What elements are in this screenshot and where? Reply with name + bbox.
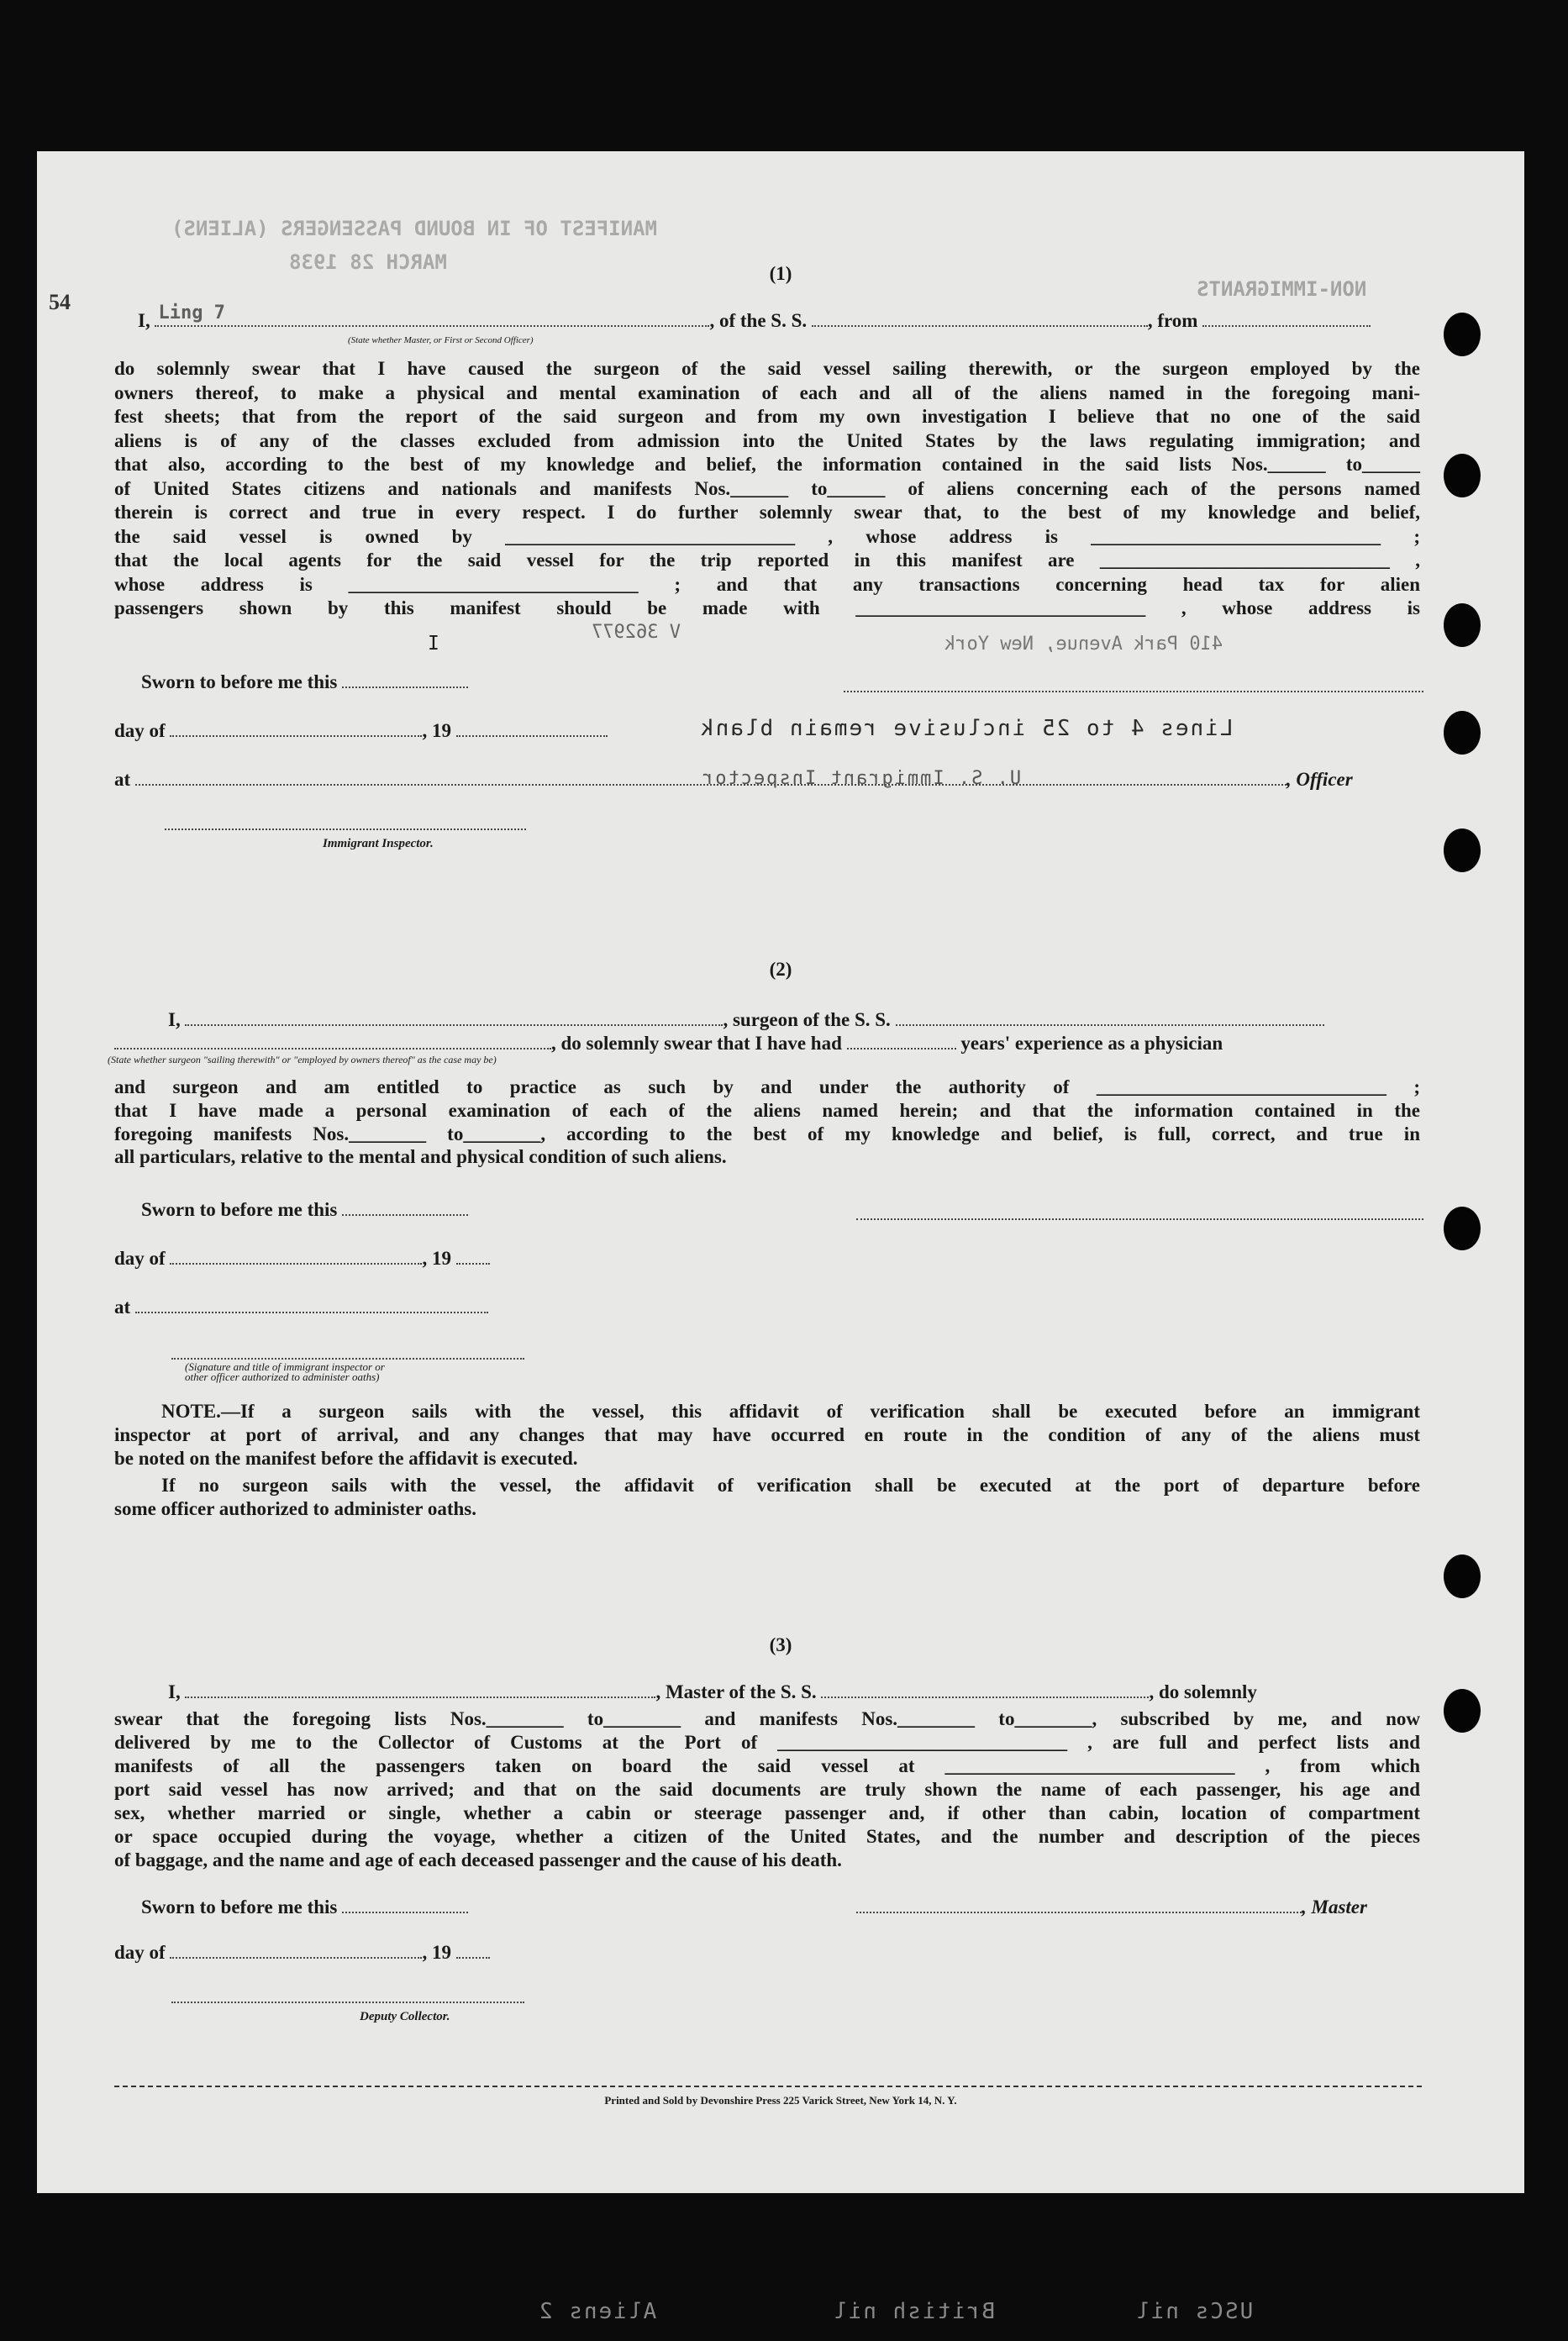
section1-line1-note: (State whether Master, or First or Second Officer)	[348, 335, 534, 345]
sworn-label: Sworn to before me this	[141, 671, 338, 692]
body-line: or space occupied during the voyage, whether a citizen of the United States, and the number and description of the pieces	[114, 1826, 1420, 1847]
deputy-collector-label: Deputy Collector.	[360, 2010, 450, 2023]
section2-at	[114, 1296, 488, 1319]
body-line: do solemnly swear that I have caused the surgeon of the said vessel sailing therewith, or the surgeon employed by the	[114, 358, 1420, 379]
section2-line1-pre: I,	[168, 1009, 181, 1030]
body-line: that also, according to the best of my knowledge and belief, the information contained in the said lists Nos.______ to______	[114, 454, 1420, 475]
section1-dayof	[114, 719, 608, 743]
at-label: at	[114, 1297, 131, 1318]
day-of-blank[interactable]	[170, 1942, 422, 1959]
body-line: therein is correct and true in every respect. I do further solemnly swear that, to the best of my knowledge and belief,	[114, 502, 1420, 523]
master-signature-blank[interactable]	[856, 1896, 1302, 1913]
section2-sworn	[141, 1198, 468, 1222]
body-line: that the local agents for the said vessel for the trip reported in this manifest are ______________________________ ,	[114, 550, 1420, 571]
authorized-signature-line	[171, 1358, 524, 1360]
section1-roman: I	[428, 633, 439, 655]
section1-line1-end: , from	[1147, 310, 1198, 331]
note-line-2: inspector at port of arrival, and any changes that may have occurred en route in the condition of any of the aliens must	[114, 1424, 1420, 1445]
body-line: fest sheets; that from the report of the said surgeon and from my own investigation I believe that no one of the said	[114, 406, 1420, 427]
surgeon-name-blank[interactable]	[185, 1009, 723, 1026]
year-label: , 19	[422, 1248, 451, 1269]
immigrant-inspector-label: Immigrant Inspector.	[323, 837, 434, 850]
master-name-blank[interactable]	[155, 302, 709, 327]
printer-credit: Printed and Sold by Devonshire Press 225 Varick Street, New York 14, N. Y.	[604, 2094, 957, 2107]
section1-number: (1)	[769, 263, 792, 284]
section3-number: (3)	[769, 1634, 792, 1655]
section3-line1	[168, 1681, 1257, 1704]
section3-sworn	[141, 1896, 468, 1919]
sig-note-1: (Signature and title of immigrant inspector or	[185, 1360, 385, 1373]
year-label: , 19	[422, 720, 451, 741]
day-of-blank[interactable]	[170, 720, 422, 737]
section3-line1-mid: , Master of the S. S.	[655, 1681, 817, 1702]
year-blank[interactable]	[456, 1942, 490, 1959]
body-line: whose address is ______________________________ ; and that any transactions concerning head tax for alien	[114, 573, 1420, 595]
section3-dayof	[114, 1941, 490, 1965]
body-line: aliens is of any of the classes excluded from admission into the United States by the laws regulating immigration; and	[114, 429, 1420, 451]
note-line-1	[161, 1400, 1420, 1423]
section3-line1-pre: I,	[168, 1681, 181, 1702]
binder-hole	[1444, 829, 1481, 872]
sworn-date-blank[interactable]	[342, 671, 468, 688]
note2-line-1: If no surgeon sails with the vessel, the affidavit of verification shall be executed at the port of departure before	[161, 1475, 1420, 1496]
section1-sworn	[141, 671, 468, 694]
binder-hole	[1444, 454, 1481, 497]
note2-last: some officer authorized to administer oaths.	[114, 1498, 476, 1519]
day-of-blank[interactable]	[170, 1248, 422, 1265]
section2-last-line: all particulars, relative to the mental and physical condition of such aliens.	[114, 1146, 727, 1167]
master-vessel-blank[interactable]	[821, 1681, 1149, 1698]
section1-line1-mid: , of the S. S.	[709, 310, 808, 331]
surgeon-vessel-blank[interactable]	[896, 1009, 1324, 1026]
handwritten-rank: Ling 7	[158, 302, 225, 324]
handwritten-note-lines-blank: Lines 4 to 25 inclusive remain blank	[699, 716, 1234, 741]
year-blank[interactable]	[456, 720, 608, 737]
ghost-header-line3: NON-IMMIGRANTS	[1197, 277, 1367, 301]
sworn-label: Sworn to before me this	[141, 1199, 338, 1220]
body-line: the said vessel is owned by ______________________________ , whose address is ______________________________ ;	[114, 525, 1420, 547]
body-line: foregoing manifests Nos.________ to________, according to the best of my knowledge and belief, is full, correct, and true in	[114, 1123, 1420, 1144]
section2-line2	[114, 1032, 1223, 1055]
at-label: at	[114, 769, 131, 790]
day-of-label: day of	[114, 1248, 166, 1269]
bleed-aliens: Aliens 2	[538, 2299, 657, 2324]
section2-number: (2)	[769, 959, 792, 980]
officer-label: , Officer	[1286, 769, 1353, 790]
bleed-british: British nil	[832, 2299, 996, 2324]
vessel-name-blank[interactable]	[812, 310, 1148, 327]
section2-line1-end: , surgeon of the S. S.	[723, 1009, 891, 1030]
body-line: delivered by me to the Collector of Customs at the Port of ______________________________ , are full and perfect lists and	[114, 1732, 1420, 1753]
section3-last-line: of baggage, and the name and age of each deceased passenger and the cause of his death.	[114, 1849, 842, 1870]
binder-hole	[1444, 711, 1481, 755]
section1-line1	[138, 302, 1371, 333]
ghost-header-line1: MANIFEST OF IN BOUND PASSENGERS (ALIENS)	[171, 217, 657, 240]
body-line: owners thereof, to make a physical and mental examination of each and all of the aliens named in the foregoing mani-	[114, 381, 1420, 403]
at-place-blank[interactable]	[135, 1297, 488, 1313]
body-line: and surgeon and am entitled to practice as such by and under the authority of ______________________________ ;	[114, 1076, 1420, 1097]
section2-line2-mid: , do solemnly swear that I have had	[551, 1033, 842, 1054]
body-line: manifests of all the passengers taken on board the said vessel at ______________________________ , from which	[114, 1755, 1420, 1776]
handwritten-number: V 362977	[592, 622, 681, 643]
binder-hole	[1444, 1555, 1481, 1598]
master-name-blank[interactable]	[185, 1681, 655, 1698]
bleed-uscs: USCs nil	[1134, 2299, 1254, 2324]
years-experience-blank[interactable]	[847, 1033, 956, 1050]
manifest-sheet	[37, 151, 1524, 2193]
note-text-1: —If a surgeon sails with the vessel, this affidavit of verification shall be executed before an immigrant	[220, 1401, 1420, 1422]
sworn-label: Sworn to before me this	[141, 1896, 338, 1918]
body-line: port said vessel has now arrived; and that on the said documents are truly shown the name of each passenger, his age and	[114, 1779, 1420, 1800]
body-line: of United States citizens and nationals and manifests Nos.______ to______ of aliens concerning each of the persons named	[114, 477, 1420, 499]
body-line: sex, whether married or single, whether a cabin or steerage passenger and, if other than cabin, location of compartment	[114, 1802, 1420, 1823]
binder-hole	[1444, 1689, 1481, 1733]
note-last: be noted on the manifest before the affidavit is executed.	[114, 1448, 578, 1469]
section1-line1-pre: I,	[138, 310, 150, 331]
day-of-label: day of	[114, 720, 166, 741]
year-blank[interactable]	[456, 1248, 490, 1265]
binder-hole	[1444, 1207, 1481, 1250]
surgeon-signature-line	[856, 1218, 1423, 1220]
officer-signature-line-upper	[844, 691, 1423, 692]
handwritten-note-inspector: U. S. Immigrant Inspector	[701, 768, 1022, 789]
binder-hole	[1444, 603, 1481, 647]
body-line: passengers shown by this manifest should be made with ______________________________ , whose address is	[114, 597, 1420, 618]
sworn-date-blank[interactable]	[342, 1199, 468, 1216]
body-line: that I have made a personal examination of each of the aliens named herein; and that the information contained in the	[114, 1100, 1420, 1121]
collector-signature-line	[171, 2002, 524, 2003]
binder-hole	[1444, 313, 1481, 356]
section2-line2-note: (State whether surgeon "sailing therewith" or "employed by owners thereof" as the case may be)	[108, 1054, 497, 1065]
section2-line2-end: years' experience as a physician	[960, 1033, 1223, 1054]
sig-note-2: other officer authorized to administer oaths)	[185, 1370, 380, 1383]
footer-rule	[114, 2086, 1422, 2087]
section2-line1	[168, 1008, 1324, 1032]
inspector-signature-line	[165, 829, 526, 830]
day-of-label: day of	[114, 1942, 166, 1963]
handwritten-address: 410 Park Avenue, New York	[944, 634, 1223, 655]
note-label: NOTE.	[161, 1401, 221, 1422]
body-line: swear that the foregoing lists Nos.________ to________ and manifests Nos.________ to________, subscribed by me, and now	[114, 1708, 1420, 1729]
section2-dayof	[114, 1247, 490, 1270]
page-number: 54	[49, 290, 71, 314]
surgeon-status-blank[interactable]	[114, 1033, 551, 1050]
ghost-header-line2: MARCH 28 1938	[289, 250, 447, 274]
year-label: , 19	[422, 1942, 451, 1963]
sworn-date-blank[interactable]	[342, 1896, 468, 1913]
master-signature	[856, 1896, 1367, 1919]
from-port-blank[interactable]	[1202, 310, 1371, 327]
section3-line1-end: , do solemnly	[1149, 1681, 1257, 1702]
master-label: , Master	[1302, 1896, 1367, 1918]
